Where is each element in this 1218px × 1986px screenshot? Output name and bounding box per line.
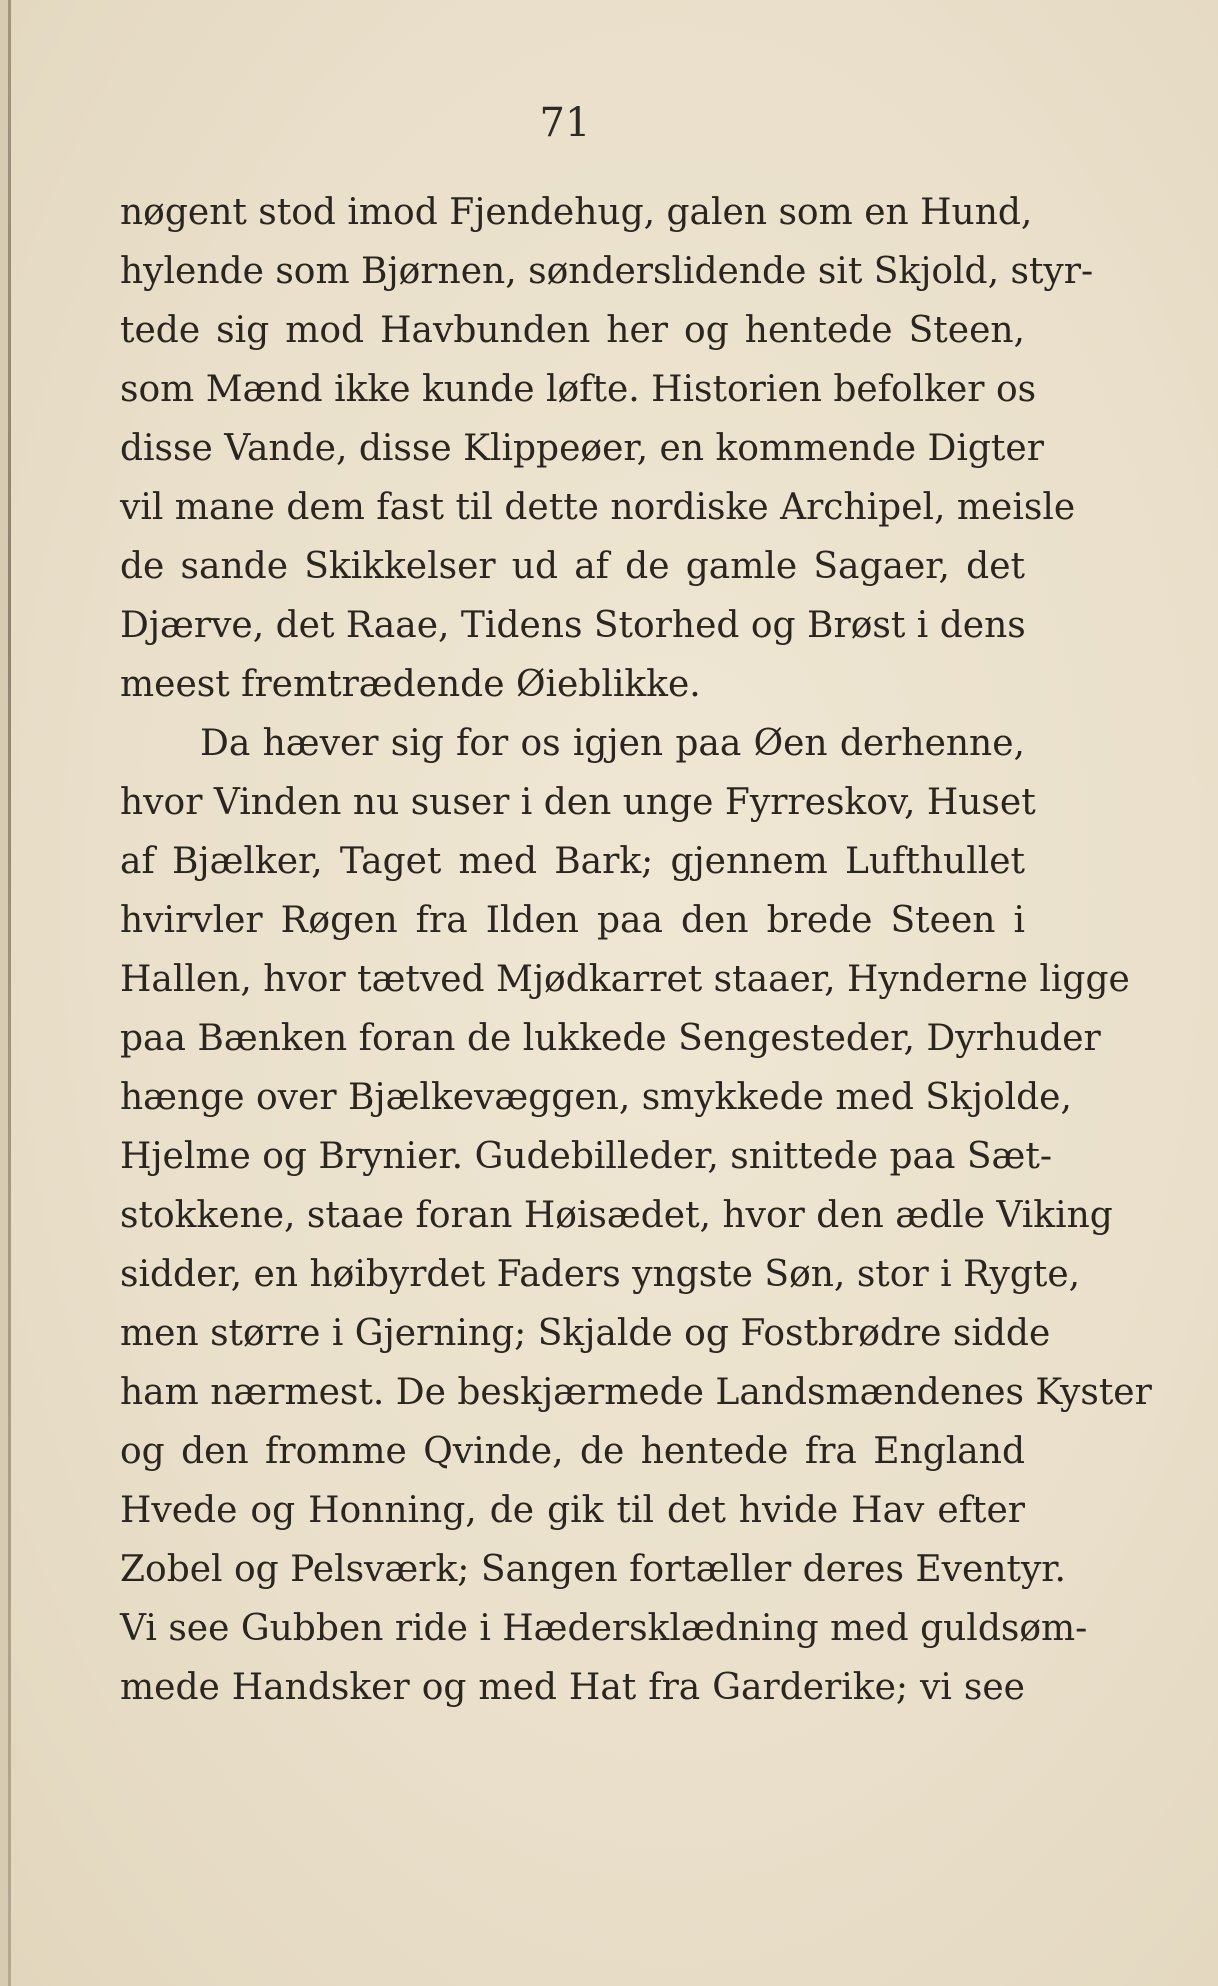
text-line: som Mænd ikke kunde løfte. Historien befolker os (120, 369, 1037, 410)
text-line: hylende som Bjørnen, sønderslidende sit Skjold, styr- (120, 251, 1094, 292)
text-line: sidder, en høibyrdet Faders yngste Søn, stor i Rygte, (120, 1254, 1081, 1295)
text-line: paa Bænken foran de lukkede Sengesteder, Dyrhuder (120, 1018, 1101, 1059)
page-number: 71 (539, 100, 591, 146)
text-line: Vi see Gubben ride i Hædersklædning med guldsøm- (120, 1608, 1088, 1649)
text-line: stokkene, staae foran Høisædet, hvor den ædle Viking (120, 1195, 1113, 1236)
paragraph-end-line: meest fremtrædende Øieblikke. (120, 664, 701, 705)
text-line: vil mane dem fast til dette nordiske Archipel, meisle (120, 487, 1076, 528)
text-line: men større i Gjerning; Skjalde og Fostbrødre sidde (120, 1313, 1051, 1354)
paragraph-start-line: Da hæver sig for os igjen paa Øen derhenne, (200, 723, 1025, 764)
page-binding-edge (0, 0, 8, 1986)
text-line: Hjelme og Brynier. Gudebilleder, snittede paa Sæt- (120, 1136, 1052, 1177)
body-text (120, 183, 1152, 1717)
text-line: hvor Vinden nu suser i den unge Fyrreskov, Huset (120, 782, 1036, 823)
text-line: hænge over Bjælkevæggen, smykkede med Skjolde, (120, 1077, 1072, 1118)
text-line: Hvede og Honning, de gik til det hvide Hav efter (120, 1490, 1025, 1531)
text-line: og den fromme Qvinde, de hentede fra England (120, 1431, 1025, 1472)
text-line: Zobel og Pelsværk; Sangen fortæller deres Eventyr. (120, 1549, 1067, 1590)
text-line: nøgent stod imod Fjendehug, galen som en Hund, (120, 192, 1033, 233)
text-line: tede sig mod Havbunden her og hentede Steen, (120, 310, 1025, 351)
page-edge-line (8, 0, 11, 1986)
text-line: af Bjælker, Taget med Bark; gjennem Lufthullet (120, 841, 1025, 882)
text-line: de sande Skikkelser ud af de gamle Sagaer, det (120, 546, 1025, 587)
text-line: Djærve, det Raae, Tidens Storhed og Brøst i dens (120, 605, 1026, 646)
text-line: disse Vande, disse Klippeøer, en kommende Digter (120, 428, 1044, 469)
text-line: hvirvler Røgen fra Ilden paa den brede Steen i (120, 900, 1025, 941)
text-line: Hallen, hvor tætved Mjødkarret staaer, Hynderne ligge (120, 959, 1130, 1000)
text-line: ham nærmest. De beskjærmede Landsmændenes Kyster (120, 1372, 1152, 1413)
text-line: mede Handsker og med Hat fra Garderike; vi see (120, 1667, 1025, 1708)
